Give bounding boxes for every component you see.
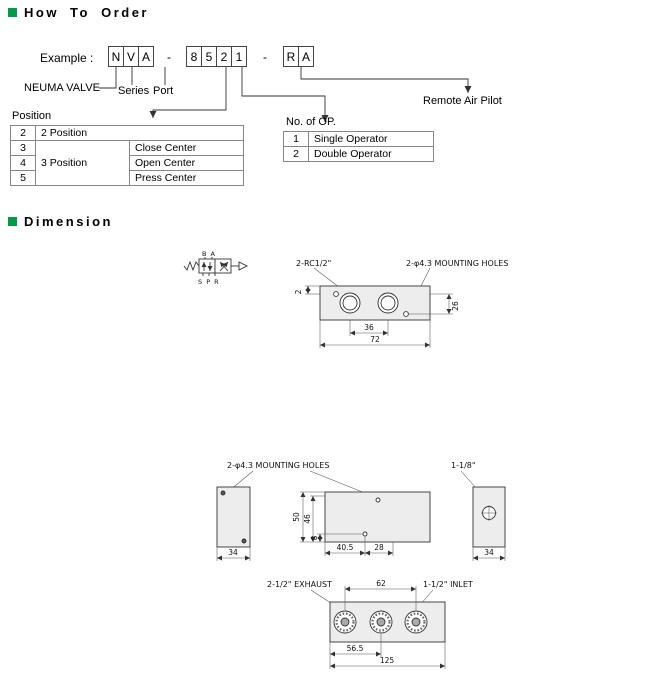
right-end-view <box>473 487 505 547</box>
dim-h8: 8 <box>310 535 319 541</box>
dim-left-width: 34 <box>228 548 238 557</box>
position-detail: Press Center <box>130 171 244 186</box>
code-cell: 1 <box>231 46 247 67</box>
end-port-label: 1-1/8" <box>451 461 476 470</box>
position-detail: Close Center <box>130 141 244 156</box>
mounting-hole <box>363 532 367 536</box>
exhaust-port <box>405 611 427 633</box>
mounting-holes-label: 2-φ4.3 MOUNTING HOLES <box>227 461 330 470</box>
position-code: 5 <box>11 171 36 186</box>
code-cell: 8 <box>186 46 202 67</box>
position-code: 3 <box>11 141 36 156</box>
dim-h46: 46 <box>303 514 312 524</box>
symbol-ports-bottom-label: S P R <box>198 278 220 286</box>
valve-body-bottom-view <box>330 602 445 642</box>
position-detail: Open Center <box>130 156 244 171</box>
symbol-ports-top-label: B A <box>202 250 216 258</box>
example-label: Example : <box>40 51 94 65</box>
table-row <box>284 132 434 147</box>
exhaust-label: 2-1/2" EXHAUST <box>267 580 332 589</box>
inlet-label: 1-1/2" INLET <box>423 580 473 589</box>
exhaust-port <box>334 611 356 633</box>
dim-width: 72 <box>370 335 380 344</box>
front-view <box>325 492 430 542</box>
code-cell: N <box>108 46 124 67</box>
mounting-hole <box>404 312 409 317</box>
line-to-neuma-valve <box>99 67 116 88</box>
code-cell: 5 <box>201 46 217 67</box>
spring-symbol <box>184 262 199 270</box>
section-bullet-icon <box>8 217 17 226</box>
op-code: 2 <box>284 147 309 162</box>
code-dash: - <box>263 50 267 64</box>
inlet-port <box>370 611 392 633</box>
dim-565: 56.5 <box>346 644 364 653</box>
code-group-model <box>186 46 247 67</box>
dim-offset: 2 <box>294 289 303 295</box>
dim-h50: 50 <box>292 512 301 522</box>
code-cell: V <box>123 46 139 67</box>
mounting-hole <box>242 539 246 543</box>
rc-port-label: 2-RC1/2" <box>296 259 332 268</box>
how-to-order-title: How To Order <box>24 5 149 20</box>
dim-port-spacing: 36 <box>364 323 374 332</box>
op-table-title: No. of OP. <box>286 116 336 128</box>
neuma-valve-label: NEUMA VALVE <box>24 82 101 94</box>
dim-62: 62 <box>376 579 386 588</box>
drawing-bottom-view <box>255 572 505 674</box>
code-group-valve <box>108 46 154 67</box>
pilot-symbol <box>239 262 247 270</box>
port-label: Port <box>153 85 174 97</box>
mounting-hole <box>221 491 225 495</box>
mounting-hole <box>334 292 339 297</box>
op-label: Single Operator <box>309 132 434 147</box>
code-cell: R <box>283 46 299 67</box>
remote-air-pilot-label: Remote Air Pilot <box>423 95 502 107</box>
position-group: 2 Position <box>36 126 244 141</box>
how-to-order-heading <box>8 5 149 20</box>
valve-schematic-symbol <box>184 250 247 286</box>
position-code: 4 <box>11 156 36 171</box>
series-label: Series <box>118 85 150 97</box>
table-row <box>11 126 244 141</box>
code-dash: - <box>167 50 171 64</box>
code-group-pilot <box>283 46 314 67</box>
dim-w405: 40.5 <box>336 543 354 552</box>
table-row <box>284 147 434 162</box>
code-cell: 2 <box>216 46 232 67</box>
position-code: 2 <box>11 126 36 141</box>
dim-height: 26 <box>451 301 460 311</box>
valve-body-top-view <box>320 286 430 320</box>
drawing-top-view <box>178 246 528 368</box>
dim-right-width: 34 <box>484 548 494 557</box>
table-row <box>11 141 244 156</box>
line-to-remote-air-pilot <box>301 67 468 93</box>
line-to-op-table <box>242 67 325 122</box>
dim-w28: 28 <box>374 543 384 552</box>
op-code: 1 <box>284 132 309 147</box>
dim-125: 125 <box>379 656 395 665</box>
section-bullet-icon <box>8 8 17 17</box>
position-table <box>10 125 244 186</box>
op-table <box>283 131 434 162</box>
left-end-view <box>217 487 250 547</box>
dimension-heading <box>8 214 113 229</box>
code-cell: A <box>138 46 154 67</box>
code-cell: A <box>298 46 314 67</box>
op-label: Double Operator <box>309 147 434 162</box>
mounting-holes-label: 2-φ4.3 MOUNTING HOLES <box>406 259 509 268</box>
position-table-title: Position <box>12 110 52 122</box>
position-group: 3 Position <box>36 141 130 186</box>
dimension-title: Dimension <box>24 214 113 229</box>
mounting-hole <box>376 498 380 502</box>
drawing-side-views <box>205 452 525 574</box>
